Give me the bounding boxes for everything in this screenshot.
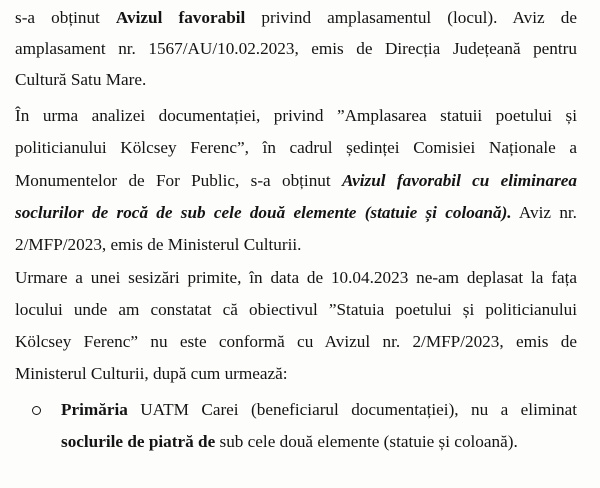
text-span: privind amplasamentul (locul). Aviz de (245, 8, 577, 27)
paragraph-3-line-1: Urmare a unei sesizări primite, în data de 10.04.2023 ne-am deplasat la fața (15, 268, 577, 287)
text-span: s-a obținut (15, 8, 116, 27)
text-span: UATM Carei (beneficiarul documentației), nu a eliminat (127, 400, 577, 419)
bold-italic-text: Avizul favorabil cu eliminarea (341, 171, 577, 190)
text-span: Aviz nr. (511, 203, 577, 222)
paragraph-3-line-4: Ministerul Culturii, după cum urmează: (15, 364, 288, 383)
paragraph-2-line-1: În urma analizei documentației, privind ”Amplasarea statuii poetului și (15, 106, 577, 125)
bullet-circle-icon (32, 406, 41, 415)
paragraph-3-line-3: Kölcsey Ferenc” nu este conformă cu Avizul nr. 2/MFP/2023, emis de (15, 332, 577, 351)
bold-text-primaria: Primăria (61, 400, 128, 419)
text-span: Monumentelor de For Public, s-a obținut (15, 171, 342, 190)
paragraph-1-line-3: Cultură Satu Mare. (15, 70, 147, 89)
paragraph-2-line-4 (15, 203, 577, 223)
bold-text-soclurile: soclurile de piatră de (61, 432, 216, 451)
bold-text-avizul-favorabil: Avizul favorabil (115, 8, 246, 27)
paragraph-3-line-2: locului unde am constatat că obiectivul ”Statuia poetului și politicianului (15, 300, 577, 319)
paragraph-1-line-1 (15, 8, 577, 28)
bullet-item-line-2 (61, 432, 518, 452)
paragraph-1-line-2: amplasament nr. 1567/AU/10.02.2023, emis de Direcția Județeană pentru (15, 39, 577, 58)
text-span: sub cele două elemente (statuie și coloană). (215, 432, 518, 451)
bullet-item-line-1 (61, 400, 577, 420)
paragraph-2-line-5: 2/MFP/2023, emis de Ministerul Culturii. (15, 235, 302, 254)
bold-italic-text: soclurilor de rocă de sub cele două elemente (statuie și coloană). (15, 203, 512, 222)
paragraph-2-line-2: politicianului Kölcsey Ferenc”, în cadrul ședinței Comisiei Naționale a (15, 138, 577, 157)
paragraph-2-line-3 (15, 171, 577, 191)
